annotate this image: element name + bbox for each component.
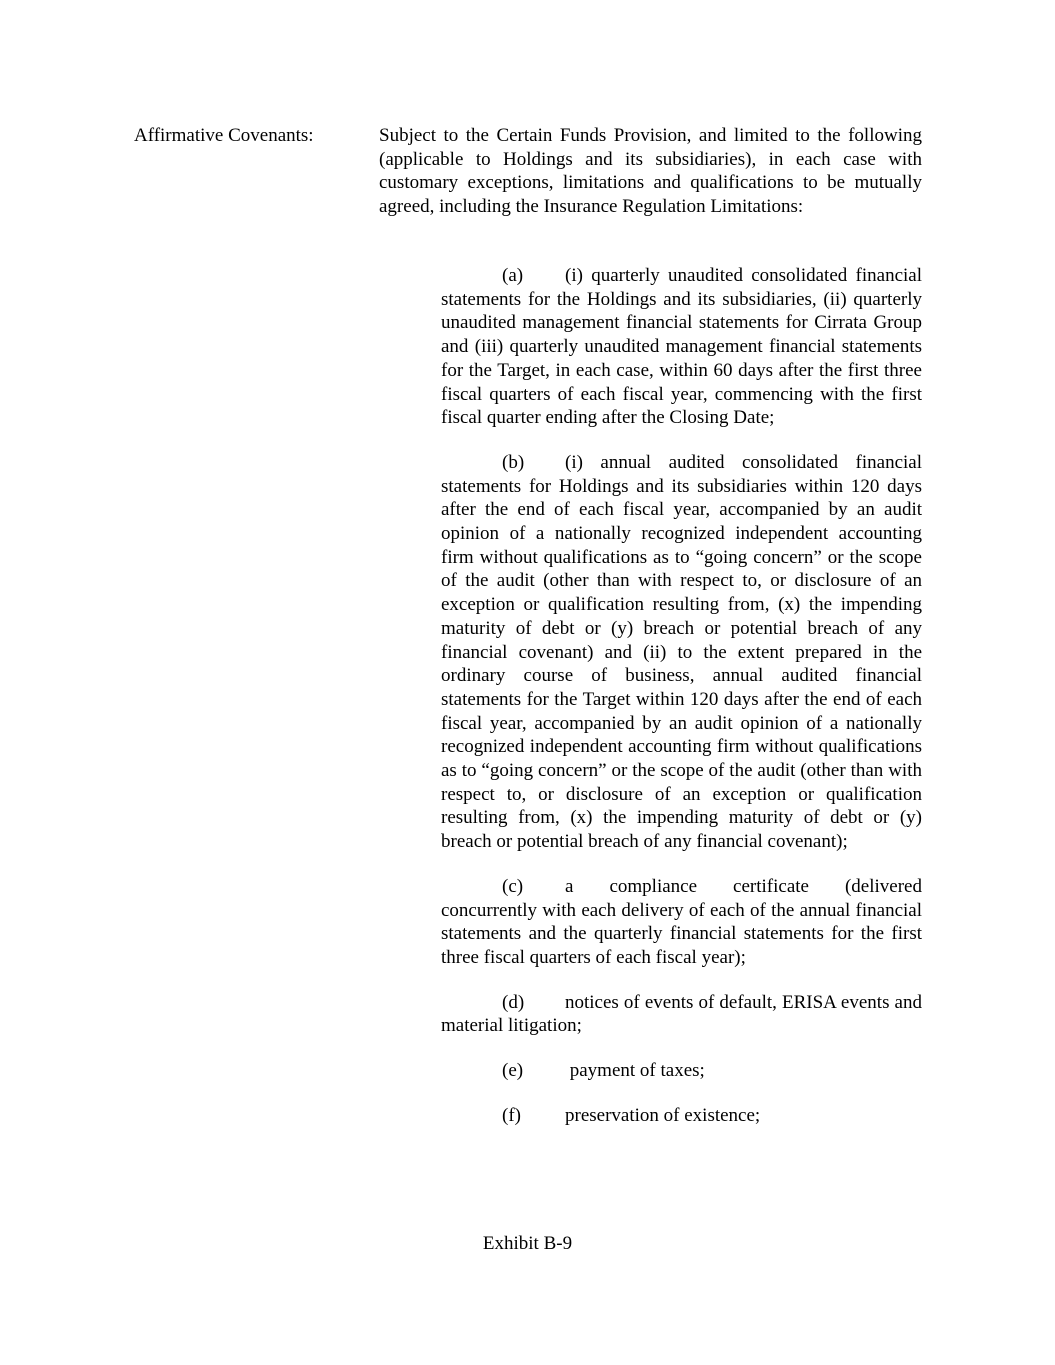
covenant-list [441, 264, 922, 1149]
item-label: (b) [502, 451, 525, 473]
covenant-item-d [441, 991, 922, 1038]
item-text: a compliance certificate (delivered concurrently with each delivery of each of the annual financial statements and the quarterly financial statements for the first three fiscal quarters of each fiscal year); [441, 875, 922, 968]
item-text: preservation of existence; [565, 1104, 761, 1126]
covenant-item-f [441, 1104, 922, 1128]
covenant-item-b [441, 451, 922, 854]
item-label: (a) [502, 265, 524, 286]
item-text: (i) quarterly unaudited consolidated financial statements for the Holdings and its subsidiaries, (ii) quarterly unaudited management financial statements for Cirrata Group and (iii) quarterly unaudited management financial statements for the Target, in each case, within 60 days after the first three fiscal quarters of each fiscal year, commencing with the first fiscal quarter ending after the Closing Date; [441, 265, 922, 429]
item-text: notices of events of default, ERISA events and material litigation; [441, 991, 922, 1037]
item-label: (d) [502, 991, 525, 1013]
covenant-item-c [441, 875, 922, 970]
item-text: (i) annual audited consolidated financial statements for Holdings and its subsidiaries within 120 days after the end of each fiscal year, accompanied by an audit opinion of a nationally recognized independent accounting firm without qualifications as to “going concern” or the scope of the audit (other than with respect to, or disclosure of an exception or qualification resulting from, (x) the impending maturity of debt or (y) breach or potential breach of any financial covenant) and (ii) to the extent prepared in the ordinary course of business, annual audited financial statements for the Target within 120 days after the end of each fiscal year, accompanied by an audit opinion of a nationally recognized independent accounting firm without qualifications as to “going concern” or the scope of the audit (other than with respect to, or disclosure of an exception or qualification resulting from, (x) the impending maturity of debt or (y) breach or potential breach of any financial covenant); [441, 451, 922, 853]
item-label: (e) [502, 1060, 524, 1082]
section-term: Affirmative Covenants: [134, 125, 314, 146]
item-text: payment of taxes; [565, 1060, 705, 1082]
covenant-item-e [441, 1059, 922, 1083]
item-label: (c) [502, 875, 524, 897]
section-intro: Subject to the Certain Funds Provision, and limited to the following (applicable to Holdings and its subsidiaries), in each case with customary exceptions, limitations and qualifications to be mutually agreed, including the Insurance Regulation Limitations: [379, 125, 922, 218]
item-label: (f) [502, 1104, 521, 1126]
page-footer: Exhibit B-9 [482, 1233, 573, 1254]
covenant-item-a [441, 264, 922, 430]
